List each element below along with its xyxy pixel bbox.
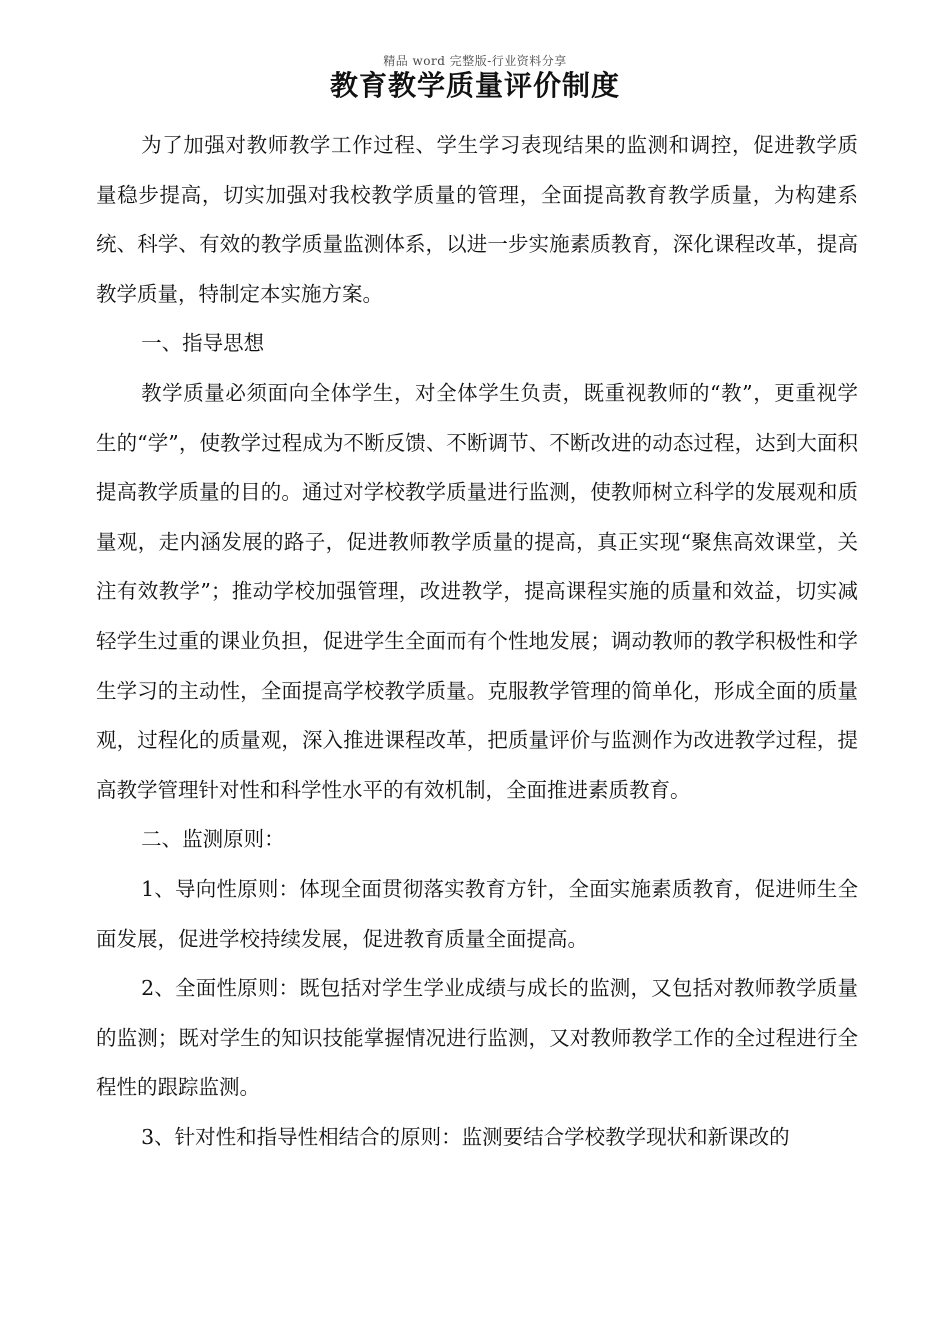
section-heading-guiding-thought: 一、指导思想 — [141, 331, 265, 356]
document-body — [96, 121, 858, 1162]
paragraph-principle-2: 2、全面性原则：既包括对学生学业成绩与成长的监测，又包括对教师教学质量的监测；既对学生的知识技能掌握情况进行监测，又对教师教学工作的全过程进行全程性的跟踪监测。 — [96, 976, 858, 1100]
paragraph-intro: 为了加强对教师教学工作过程、学生学习表现结果的监测和调控，促进教学质量稳步提高，切实加强对我校教学质量的管理，全面提高教育教学质量，为构建系统、科学、有效的教学质量监测体系，以进一步实施素质教育，深化课程改革，提高教学质量，特制定本实施方案。 — [96, 133, 858, 306]
header-note: 精品 word 完整版-行业资料分享 — [383, 54, 567, 68]
section-heading-principles: 二、监测原则： — [141, 827, 285, 852]
paragraph-guiding-thought: 教学质量必须面向全体学生，对全体学生负责，既重视教师的“教”，更重视学生的“学”，使教学过程成为不断反馈、不断调节、不断改进的动态过程，达到大面积提高教学质量的目的。通过对学校教学质量进行监测，使教师树立科学的发展观和质量观，走内涵发展的路子，促进教师教学质量的提高，真正实现“聚焦高效课堂，关注有效教学”；推动学校加强管理，改进教学，提高课程实施的质量和效益，切实减轻学生过重的课业负担，促进学生全面而有个性地发展；调动教师的教学积极性和学生学习的主动性，全面提高学校教学质量。克服教学管理的简单化，形成全面的质量观，过程化的质量观，深入推进课程改革，把质量评价与监测作为改进教学过程，提高教学管理针对性和科学性水平的有效机制，全面推进素质教育。 — [96, 380, 858, 802]
paragraph-principle-3: 3、针对性和指导性相结合的原则：监测要结合学校教学现状和新课改的 — [141, 1124, 790, 1149]
document-title: 教育教学质量评价制度 — [329, 69, 620, 102]
paragraph-principle-1: 1、导向性原则：体现全面贯彻落实教育方针，全面实施素质教育，促进师生全面发展，促进学校持续发展，促进教育质量全面提高。 — [96, 876, 858, 951]
